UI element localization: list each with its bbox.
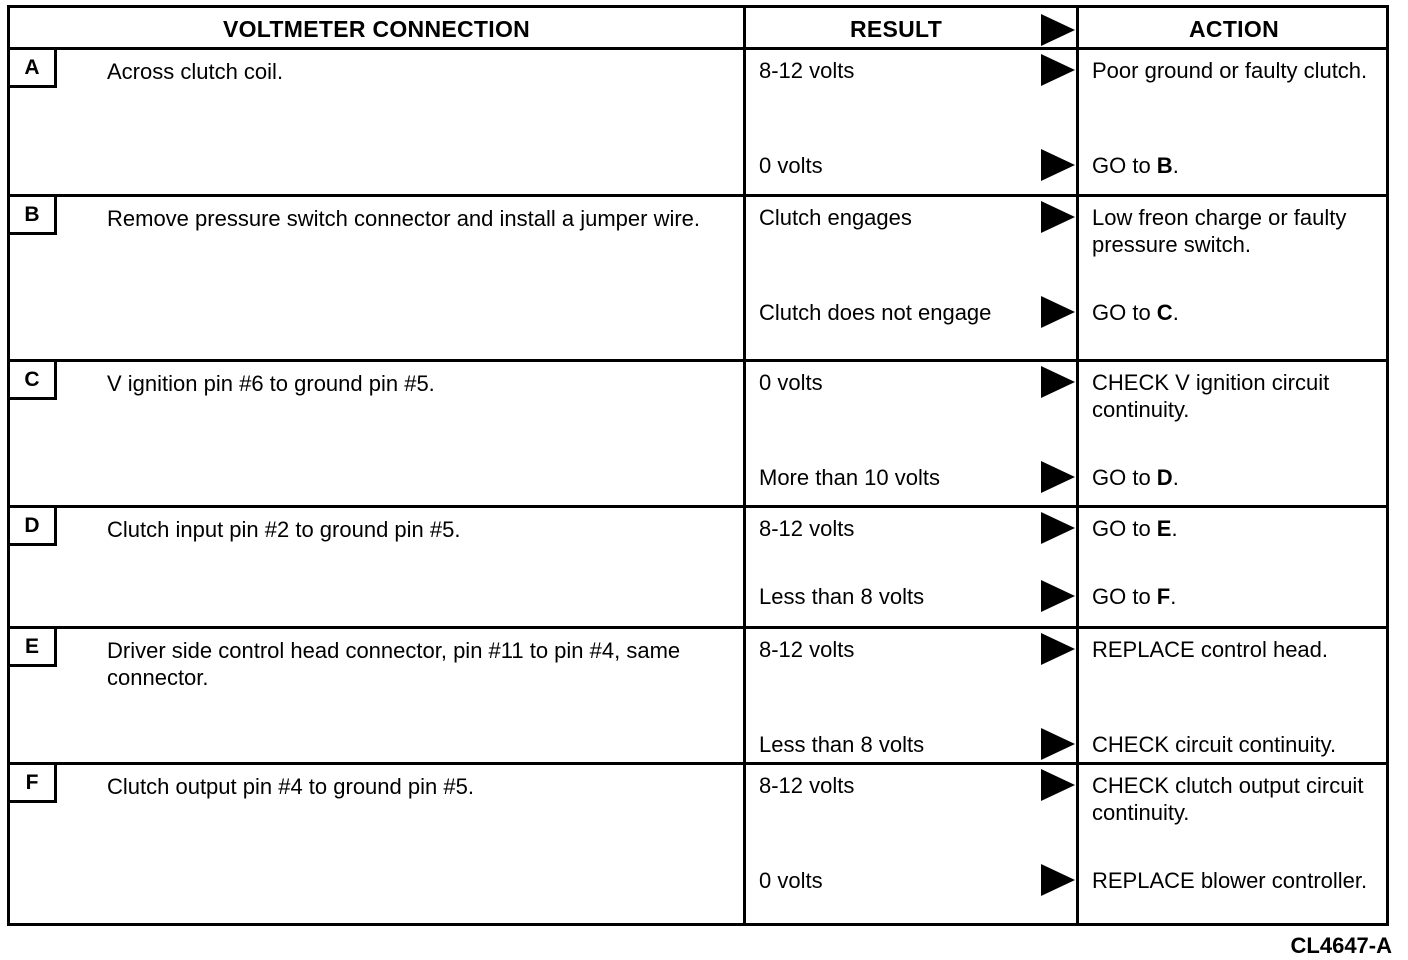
row-c (10, 362, 1386, 505)
header-arrow-icon (1041, 14, 1075, 46)
row-d (10, 508, 1386, 626)
arrow-icon (1041, 366, 1075, 398)
result-text: More than 10 volts (759, 465, 940, 490)
voltmeter-connection-text: V ignition pin #6 to ground pin #5. (107, 371, 435, 396)
action-text (1092, 636, 1388, 663)
arrow-icon (1041, 149, 1075, 181)
result-text: Clutch does not engage (759, 300, 992, 325)
action-text: GO to E. (1092, 516, 1178, 541)
arrow-icon (1041, 54, 1075, 86)
action-text (1092, 772, 1388, 826)
action-label: GO to (1092, 153, 1157, 178)
result-text: 0 volts (759, 868, 823, 893)
row-a (10, 50, 1386, 194)
action-text (1092, 204, 1388, 258)
result-text: 8-12 volts (759, 773, 855, 798)
action-text (1092, 369, 1388, 423)
diagnostic-table (7, 5, 1389, 926)
action-label: GO to (1092, 300, 1157, 325)
arrow-icon (1041, 769, 1075, 801)
header-result: RESULT (849, 15, 943, 42)
header-voltmeter-connection: VOLTMETER CONNECTION (222, 15, 531, 42)
row-b (10, 197, 1386, 359)
voltmeter-connection-text: Remove pressure switch connector and install a jumper wire. (107, 206, 701, 231)
arrow-icon (1041, 580, 1075, 612)
action-label: REPLACE control head. (1092, 637, 1329, 662)
header-action: ACTION (1189, 15, 1279, 42)
action-label: REPLACE blower controller. (1092, 868, 1368, 893)
result-text: Less than 8 volts (759, 584, 925, 609)
goto-step-letter: C (1156, 300, 1173, 325)
action-label: CHECK V ignition circuit continuity. (1092, 370, 1330, 422)
result-text: Less than 8 volts (759, 732, 925, 757)
figure-code: CL4647-A (1290, 933, 1392, 958)
arrow-icon (1041, 728, 1075, 760)
action-text (1092, 731, 1388, 758)
action-text (1092, 57, 1388, 84)
result-text: 0 volts (759, 153, 823, 178)
action-text (1092, 867, 1388, 894)
result-text: 0 volts (759, 370, 823, 395)
arrow-icon (1041, 512, 1075, 544)
voltmeter-connection-text: Across clutch coil. (107, 59, 284, 84)
voltmeter-connection-text: Clutch input pin #2 to ground pin #5. (107, 517, 461, 542)
arrow-icon (1041, 296, 1075, 328)
action-label: CHECK clutch output circuit continuity. (1092, 773, 1364, 825)
goto-step-letter: D (1156, 465, 1173, 490)
action-label: GO to (1092, 584, 1157, 609)
action-text: GO to F. (1092, 584, 1177, 609)
action-text: GO to B. (1092, 153, 1179, 178)
step-letter: B (10, 197, 57, 235)
goto-step-letter: F (1156, 584, 1171, 609)
result-text: 8-12 volts (759, 516, 855, 541)
step-letter: E (10, 629, 57, 667)
result-text: 8-12 volts (759, 58, 855, 83)
result-text: Clutch engages (759, 205, 912, 230)
action-text: GO to C. (1092, 300, 1179, 325)
goto-step-letter: E (1156, 516, 1172, 541)
arrow-icon (1041, 864, 1075, 896)
action-label: GO to (1092, 465, 1157, 490)
step-letter: C (10, 362, 57, 400)
action-label: Low freon charge or faulty pressure switch. (1092, 205, 1347, 257)
arrow-icon (1041, 633, 1075, 665)
step-letter: D (10, 508, 57, 546)
step-letter: F (10, 765, 57, 803)
action-label: CHECK circuit continuity. (1092, 732, 1337, 757)
action-label: Poor ground or faulty clutch. (1092, 58, 1368, 83)
voltmeter-connection-text: Driver side control head connector, pin #11 to pin #4, same connector. (107, 638, 681, 690)
goto-step-letter: B (1156, 153, 1173, 178)
step-letter: A (10, 50, 57, 88)
voltmeter-connection-text: Clutch output pin #4 to ground pin #5. (107, 774, 474, 799)
result-text: 8-12 volts (759, 637, 855, 662)
arrow-icon (1041, 461, 1075, 493)
action-text: GO to D. (1092, 465, 1179, 490)
arrow-icon (1041, 201, 1075, 233)
action-label: GO to (1092, 516, 1157, 541)
row-f (10, 765, 1386, 923)
row-e (10, 629, 1386, 762)
